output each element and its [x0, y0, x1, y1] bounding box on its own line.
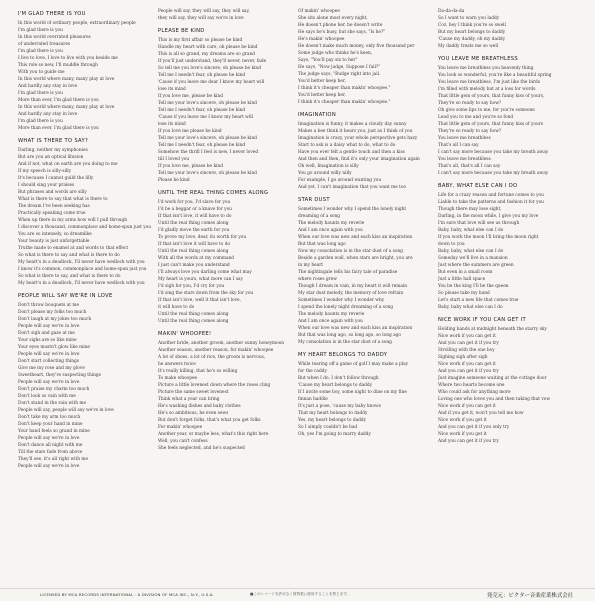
lyric-line: But don't forget folks, that's what you get folks	[158, 418, 261, 423]
lyric-line: Just imagine someone waiting at the cottage door	[438, 376, 547, 381]
lyric-line: Have you ever felt a gentle touch and then a kiss	[298, 150, 405, 155]
lyric-line: I'm glad there is you	[18, 91, 63, 96]
lyric-line: he answers twice	[158, 362, 196, 367]
lyric-line: People will say we're in love	[18, 352, 80, 357]
lyric-line: They're so ready to say how?	[438, 101, 502, 106]
lyric-line: Just a little hall space	[438, 277, 486, 282]
lyric-line: Don't take my arm too much	[18, 415, 81, 420]
lyric-line: Oh give some lips to me, for you're someone	[438, 108, 535, 113]
lyric-line: Picture the same sweet lovenest	[158, 390, 229, 395]
lyric-line: That little gem of yours, that funny kiss of yours	[438, 122, 543, 127]
song-title: YOU LEAVE ME BREATHLESS	[438, 56, 518, 62]
lyric-line: My star dust melody, the memory of love refrain	[298, 291, 404, 296]
lyric-line: My heart is yours, what more can I say	[158, 277, 244, 282]
lyric-line: Your eyes mustn't glow like mine	[18, 345, 90, 350]
copyright-note: ■このレコードを許可なく賃貸業に使用することを禁じます。	[250, 592, 351, 596]
lyric-line: Says, "You'll pay six to her"	[298, 58, 358, 63]
lyric-line: Sometimes I wonder why I spend the lonely night	[298, 207, 407, 212]
lyric-line: If you'll just understand, they'll never, never, fade	[158, 59, 267, 64]
lyric-line: And if you get it, won't you tell me how	[438, 411, 524, 416]
lyric-line: Some judge who thinks he's keen,	[298, 51, 373, 56]
lyric-line: Sweetheart, they're suspecting things	[18, 373, 101, 378]
lyric-line: Picture a little lovenest down where the roses cling	[158, 383, 271, 388]
lyric-line: But even in a small room	[438, 270, 493, 275]
lyric-line: The dream I've been seeking has	[18, 204, 90, 209]
lyric-line: Handle my heart with care, oh please be kind	[158, 45, 258, 50]
lyric-line: But phrases and words are silly	[18, 190, 87, 195]
lyric-line: I can't say more because you take my breath away	[438, 171, 549, 176]
lyric-line: That my heart belongs to daddy	[298, 411, 368, 416]
song-title: BABY, WHAT ELSE CAN I DO	[438, 183, 518, 189]
lyric-line: Don't stand in the rain with me	[18, 401, 87, 406]
lyric-line: With you to guide me	[18, 70, 65, 75]
lyric-line: And I am once again with you	[298, 319, 363, 324]
lyric-line: Till the stars fade from above	[18, 450, 83, 455]
song-title: NICE WORK IF YOU CAN GET IT	[438, 317, 527, 323]
lyric-line: People will say, they will say, they will say,	[158, 9, 250, 14]
lyric-line: Tell me I needn't fear, oh please be kind	[158, 108, 246, 113]
song-title: I'M GLAD THERE IS YOU	[18, 11, 86, 17]
lyric-line: When our love was new and each kiss an inspiration	[298, 326, 413, 331]
lyric-line: Just where the summers are green	[438, 263, 514, 268]
lyric-line: The melody haunts my reverie	[298, 312, 365, 317]
lyric-line: While tearing off a game of golf I may make a play	[298, 362, 409, 367]
song-title: MAKIN' WHOOPEE!	[158, 331, 212, 337]
lyric-line: Though I dream in vain, in my heart it will remain	[298, 284, 408, 289]
lyric-line: I live to love, I love to live with you beside me	[18, 56, 118, 61]
lyric-line: Don't start collecting things	[18, 359, 79, 364]
lyric-line: If that isn't love, it will have to do	[158, 214, 232, 219]
lyric-line: Makes a bee think it hears you, just as I think of you	[298, 129, 413, 134]
lyric-line: People will say we're in love	[18, 464, 80, 469]
lyric-line: Don't please my folks too much	[18, 310, 87, 315]
lyric-line: Oh well, Imagination is silly	[298, 164, 359, 169]
lyric-line: He's so ambitious, he even sews	[158, 411, 229, 416]
lyric-line: 'Cause if you leave me dear I know my heart will	[158, 80, 265, 85]
lyric-line: I'd sing the stars down from the sky for you	[158, 291, 254, 296]
lyric-line: Holding hands at midnight beneath the starry sky	[438, 327, 547, 332]
song-title: PEOPLE WILL SAY WE'RE IN LOVE	[18, 293, 113, 299]
lyrics-column-3	[298, 8, 436, 444]
song-block	[18, 11, 156, 132]
lyric-line: Sometimes I wonder why I wonder why	[298, 298, 385, 303]
lyric-line: For example, I go around wanting you	[298, 178, 382, 183]
lyric-line: Nice work if you get it	[438, 432, 487, 437]
lyric-line: I think it's cheaper than makin' whoopee."	[298, 86, 391, 91]
song-block	[438, 56, 576, 177]
song-block	[158, 331, 296, 452]
lyric-line: Yes, my heart belongs to daddy	[298, 418, 367, 423]
lyric-line: Nice work if you can get it	[438, 334, 496, 339]
lyric-line: Until the real thing comes along	[158, 319, 229, 324]
lyric-line: Now my consolation is in the star dust of a song	[298, 249, 403, 254]
lyric-line: But that was long ago, so long ago, so long ago	[298, 333, 401, 338]
lyric-line: People will say, people will say we're in love	[18, 408, 114, 413]
lyric-line: He doesn't make much money, only five thousand per	[298, 44, 415, 49]
lyric-line: Don't throw bouquets at me	[18, 303, 79, 308]
lyric-line: And you can get it if you try	[438, 439, 499, 444]
lyric-line: in my heart	[298, 263, 324, 268]
lyric-line: The melody haunts my reverie	[298, 221, 365, 226]
lyric-line: He doesn't phone her, he doesn't write	[298, 23, 383, 28]
lyric-line: Tell me your love's sincere, oh please be kind	[158, 171, 257, 176]
lyric-line: I just can't make you understand	[158, 263, 230, 268]
lyric-line: People will say we're in love	[18, 324, 80, 329]
lyric-line: When our love was new and each kiss an inspiration	[298, 235, 413, 240]
lyric-line: You go around willy nilly	[298, 171, 352, 176]
song-title: PLEASE BE KIND	[158, 28, 205, 34]
lyric-line: So what is there to say and what is there to do	[18, 253, 120, 258]
lyric-line: More than ever, I'm glad there is you	[18, 98, 99, 103]
lyric-line: So what is there to say, and what is there to do	[18, 274, 121, 279]
lyric-line: Where two hearts become one	[438, 383, 505, 388]
lyric-line: till I loved you	[158, 157, 190, 162]
lyric-line: And yet, I can't imagination that you want me too	[298, 185, 407, 190]
lyric-line: My heart's in a deadlock, I'll never have wedlock with you	[18, 260, 145, 265]
lyric-line: He's washing dishes and baby clothes	[158, 404, 241, 409]
lyric-line: My heart's in a deadlock, I'll never have wedlock with you	[18, 281, 145, 286]
lyric-line: It's just a pose, 'cause my baby knows	[298, 404, 381, 409]
lyric-line: If that isn't love, well it that isn't love,	[158, 298, 241, 303]
song-block	[158, 8, 296, 22]
lyric-line: Strolling with the one boy	[438, 348, 495, 353]
lyric-line: Until the real thing comes along	[158, 221, 229, 226]
lyric-line: Liable to take the patterns and fashion it for you	[438, 200, 544, 205]
lyric-line: Until the real thing comes along	[158, 249, 229, 254]
lyric-line: Nice work if you get it	[438, 418, 487, 423]
lyric-line: But my heart belongs to daddy	[438, 30, 506, 35]
lyric-line: But when I do, I don't follow through	[298, 376, 379, 381]
lyric-line: People will say we're in love	[18, 380, 80, 385]
lyric-line: Truthe made to enamel at and words to that effect	[18, 246, 129, 251]
lyric-line: My daddy treats me so well	[438, 44, 499, 49]
lyric-line: My consolation is in the star dust of a song	[298, 340, 392, 345]
lyric-line: I'd be a beggar or a knave for you	[158, 207, 232, 212]
lyric-line: In this world where many, many play at love	[18, 105, 115, 110]
lyric-line: Your beauty is just unforgettable	[18, 239, 90, 244]
lyric-line: More than ever, I'm glad there is you	[18, 126, 99, 131]
lyric-line: they will say, they will say we're in love	[158, 16, 244, 21]
lyric-line: Tell me your love's sincere, oh please be kind	[158, 101, 257, 106]
lyric-line: He's makin' whoopee	[298, 37, 345, 42]
lyric-line: Darling, in the moon while, I give you my love	[438, 214, 539, 219]
lyric-line: If that isn't love it will have to do	[158, 242, 231, 247]
lyric-line: Life for a crazy reason and fortune comes to you	[438, 193, 544, 198]
lyric-line: She sits alone most every night,	[298, 16, 368, 21]
lyric-line: I'm glad there is you	[18, 49, 63, 54]
song-block	[158, 28, 296, 184]
lyric-line: And hardly any stay in love	[18, 112, 78, 117]
lyric-line: He says, "Now judge, Suppose I fail?"	[298, 65, 381, 70]
lyrics-column-2	[158, 8, 296, 458]
lyric-line: They'll see, it's all right with me	[18, 457, 89, 462]
lyric-line: So please take my hand	[438, 291, 490, 296]
lyric-line: dreaming of a song	[298, 214, 341, 219]
lyric-line: And you can get it if you only try	[438, 425, 510, 430]
song-block	[438, 317, 576, 445]
lyric-line: So I want to warn you laddy	[438, 16, 500, 21]
lyric-line: I'm filled with melody but at a loss for words	[438, 87, 536, 92]
lyric-line: Another bride, another groom, another sunny honeymoon	[158, 341, 285, 346]
lyric-line: Nice work if you can get it	[438, 404, 496, 409]
lyric-line: Though there may lose sight,	[438, 207, 502, 212]
lyric-line: lose its mind	[158, 87, 186, 92]
lyric-line: You leave me breathless	[438, 136, 491, 141]
lyric-line: If you work the moon I'll bring the moon right	[438, 235, 539, 240]
lyric-line: I'd gladly move the earth for you	[158, 228, 230, 233]
lyric-line: You are so intensely, so dreamlike	[18, 232, 92, 237]
lyric-line: If you love me, please be kind	[158, 164, 223, 169]
song-block	[158, 190, 296, 325]
lyric-line: Baby, baby, what else can I do	[438, 249, 504, 254]
lyric-line: When up there in my arms how will I pull through	[18, 218, 128, 223]
lyric-line: What is there to say that what is there to	[18, 197, 108, 202]
lyric-line: You'd better keep her,	[298, 93, 346, 98]
lyric-line: Imagination is funny, it makes a cloudy day sunny	[298, 122, 407, 127]
lyric-line: You look so wonderful, you're like a beautiful spring	[438, 73, 552, 78]
lyric-line: Coz, hey I think you're so swell	[438, 23, 506, 28]
lyric-line: To prove my love, dear, its worth for you	[158, 235, 247, 240]
lyric-line: If you love me please be kind	[158, 129, 222, 134]
lyric-line: This is my first affair so please be kind	[158, 38, 243, 43]
song-title: MY HEART BELONGS TO DADDY	[298, 352, 388, 358]
song-title: WHAT IS THERE TO SAY?	[18, 138, 88, 144]
lyric-line: He says he's busy, but she says, "Is he?"	[298, 30, 386, 35]
lyric-line: Think what a year can bring	[158, 397, 220, 402]
lyric-line: If I invite some boy, some night to dine on my fine	[298, 390, 407, 395]
song-block	[18, 138, 156, 287]
lyric-line: That's all, that's all I can say	[438, 164, 501, 169]
song-block	[438, 8, 576, 50]
lyric-line: 'Cause my daddy, oh my daddy	[438, 37, 506, 42]
lyric-line: Please be kind	[158, 178, 190, 183]
lyric-line: Another year, or maybe less, what's this right here	[158, 432, 269, 437]
lyric-line: Who could ask for anything more	[438, 390, 511, 395]
lyric-line: Another season, another reason, for makin' whoopee	[158, 348, 274, 353]
lyric-line: Let's start a new life that comes true	[438, 298, 519, 303]
lyric-line: Practically speaking come true	[18, 211, 86, 216]
lyric-line: Give me my rose and my glove	[18, 366, 85, 371]
lyric-line: Of makin' whoopee	[298, 9, 340, 14]
lyric-line: That little gem of yours, that funny kiss of yours,	[438, 94, 545, 99]
lyric-line: You leave me breathless, I'm just like the birds	[438, 80, 540, 85]
distributor-name: 発売元：ビクター音楽産業株式会社	[486, 593, 573, 599]
license-credit: LICENSED BY MCA RECORDS INTERNATIONAL · A DIVISION OF MCA INC., N.Y., U.S.A.	[40, 592, 214, 597]
lyrics-column-1	[18, 8, 156, 476]
song-block	[298, 112, 436, 191]
lyric-line: So I simply couldn't be bad	[298, 425, 358, 430]
lyric-line: I'm glad there is you	[18, 119, 63, 124]
lyric-line: If you love me, please be kind	[158, 94, 223, 99]
lyric-line: And I am once again with you	[298, 228, 363, 233]
lyric-line: They're so ready to say how?	[438, 129, 502, 134]
lyric-line: Somehow the thrill I feel is new, I never loved	[158, 150, 259, 155]
lyric-line: A lot of shoes, a lot of rice, the groom is nervous,	[158, 355, 266, 360]
lyric-line: of underrated treasures	[18, 42, 71, 47]
lyric-line: But are you an optical illusion	[18, 155, 84, 160]
lyric-line: The judge says, "Budge right into jail.	[298, 72, 381, 77]
lyric-line: You'd better keep her,	[298, 79, 346, 84]
lyric-line: I know it's common, commonplace and home-spun just you	[18, 267, 147, 272]
lyric-line: In this world overrated pleasures	[18, 35, 91, 40]
footer-bar	[0, 588, 595, 601]
song-block	[438, 183, 576, 311]
lyric-line: Nice work if you can get it	[438, 362, 496, 367]
lyric-line: Don't praise my charm too much	[18, 387, 90, 392]
lyric-line: Until the real thing comes along	[158, 312, 229, 317]
lyric-line: I spend the lonely night dreaming of a song	[298, 305, 394, 310]
lyric-line: Tell me I needn't fear, oh please be kind	[158, 143, 246, 148]
lyric-line: Your sighs are so like mine	[18, 338, 77, 343]
lyric-line: If my speech is silly-silly	[18, 169, 72, 174]
lyric-line: down to you	[438, 242, 465, 247]
lyric-line: finnan haddie	[298, 397, 328, 402]
song-block	[298, 352, 436, 438]
lyric-line: I'd sigh for you, I'd cry for you	[158, 284, 225, 289]
lyric-line: I should sing your praises	[18, 183, 75, 188]
lyric-line: Tell me I needn't fear, oh please be kind	[158, 73, 246, 78]
lyric-line: And you can get it if you try	[438, 341, 499, 346]
lyric-line: You be the king I'll be the queen	[438, 284, 509, 289]
lyric-line: Tell me your love's sincere, oh please be kind	[158, 136, 257, 141]
lyric-line: For makin' whoopee	[158, 425, 203, 430]
song-title: STAR DUST	[298, 197, 330, 203]
lyric-line: for the caddy	[298, 369, 327, 374]
song-block	[18, 293, 156, 470]
lyric-line: I discover a thousand, commonplace and home-spun just you	[18, 225, 151, 230]
lyric-line: Lead you to me and you're so fond	[438, 115, 514, 120]
lyric-line: You leave me breathless you heavenly thing	[438, 66, 534, 71]
lyric-line: Darling, neither my symphonies	[18, 148, 88, 153]
lyric-line: In this world where many, many play at love	[18, 77, 115, 82]
lyric-line: And you can get it if you try	[438, 369, 499, 374]
lyric-line: But that was long ago	[298, 242, 346, 247]
song-block	[298, 197, 436, 346]
lyric-line: Your hand feels so grand in mine	[18, 429, 90, 434]
lyric-line: 'Cause my heart belongs to daddy	[298, 383, 373, 388]
lyric-line: Baby, baby, what else can I do	[438, 228, 504, 233]
lyric-line: Don't dance all night with me	[18, 443, 83, 448]
lyric-line: I think it's cheaper than makin' whoopee."	[298, 100, 391, 105]
lyric-line: Start to ask is a daisy what to do, what to do	[298, 143, 396, 148]
lyric-line: I'm glad there is you	[18, 28, 63, 33]
song-title: UNTIL THE REAL THING COMES ALONG	[158, 190, 269, 196]
lyric-line: With all the words at my command	[158, 256, 235, 261]
lyric-line: Don't laugh at my jokes too much	[18, 317, 92, 322]
lyric-line: Someday we'll live in a mansion	[438, 256, 508, 261]
lyric-line: This is all so grand, my dreams are so grand	[158, 52, 255, 57]
lyric-line: where roses grew	[298, 277, 337, 282]
lyric-line: Da-da-da-da	[438, 9, 465, 14]
lyric-line: lose its mind	[158, 122, 186, 127]
song-block	[298, 8, 436, 106]
lyric-line: Don't keep your hand in mine	[18, 422, 83, 427]
lyric-line: Don't look so vain with me	[18, 394, 76, 399]
lyric-line: It's really killing, that he's so willing	[158, 369, 238, 374]
lyric-line: This role so new, I'll muddle through	[18, 63, 98, 68]
lyric-line: Don't sigh and gaze at me	[18, 331, 75, 336]
lyric-line: To make whoopee	[158, 376, 198, 381]
lyric-line: I can't say more because you take my breath away	[438, 150, 549, 155]
lyric-line: Loving one who loves you and then taking that vow	[438, 397, 551, 402]
lyric-line: That's all I can say	[438, 143, 479, 148]
lyric-line: So tell me you love's sincere, oh please be kind	[158, 66, 261, 71]
song-title: IMAGINATION	[298, 112, 337, 118]
lyric-line: Beside a garden wall, when stars are bright, you are	[298, 256, 413, 261]
lyric-line: It's because I cannot guild the lilly	[18, 176, 94, 181]
lyric-line: Well, you can't confess	[158, 439, 208, 444]
lyric-line: Imagination is crazy, your whole perspective gets hazy	[298, 136, 418, 141]
lyric-line: Oh, yes I'm going to marry daddy	[298, 432, 371, 437]
lyric-line: Baby, baby what else can I do	[438, 305, 503, 310]
lyric-line: People will say we're in love	[18, 436, 80, 441]
lyric-line: I'll always love you darling come what may	[158, 270, 252, 275]
lyric-line: And if not, what on earth are you doing to me	[18, 162, 118, 167]
lyric-line: The nightingale tells his fairy tale of paradise	[298, 270, 398, 275]
lyric-line: I'm sure that love will see us through	[438, 221, 520, 226]
lyric-line: I'd work for you, I'd slave for you	[158, 200, 231, 205]
lyric-line: In this world of ordinary people, extraordinary people	[18, 21, 136, 26]
lyric-line: And hardly any stay in love	[18, 84, 78, 89]
lyric-line: You leave me breathless	[438, 157, 491, 162]
lyric-line: 'Cause if you leave me I know my heart will	[158, 115, 253, 120]
lyrics-column-4	[438, 8, 576, 451]
lyric-line: And then and then, find it's only your imagination again	[298, 157, 420, 162]
lyric-line: it will have to do	[158, 305, 195, 310]
lyric-line: Sighing sigh after sigh	[438, 355, 488, 360]
lyric-line: She feels neglected, and he's suspected	[158, 446, 245, 451]
